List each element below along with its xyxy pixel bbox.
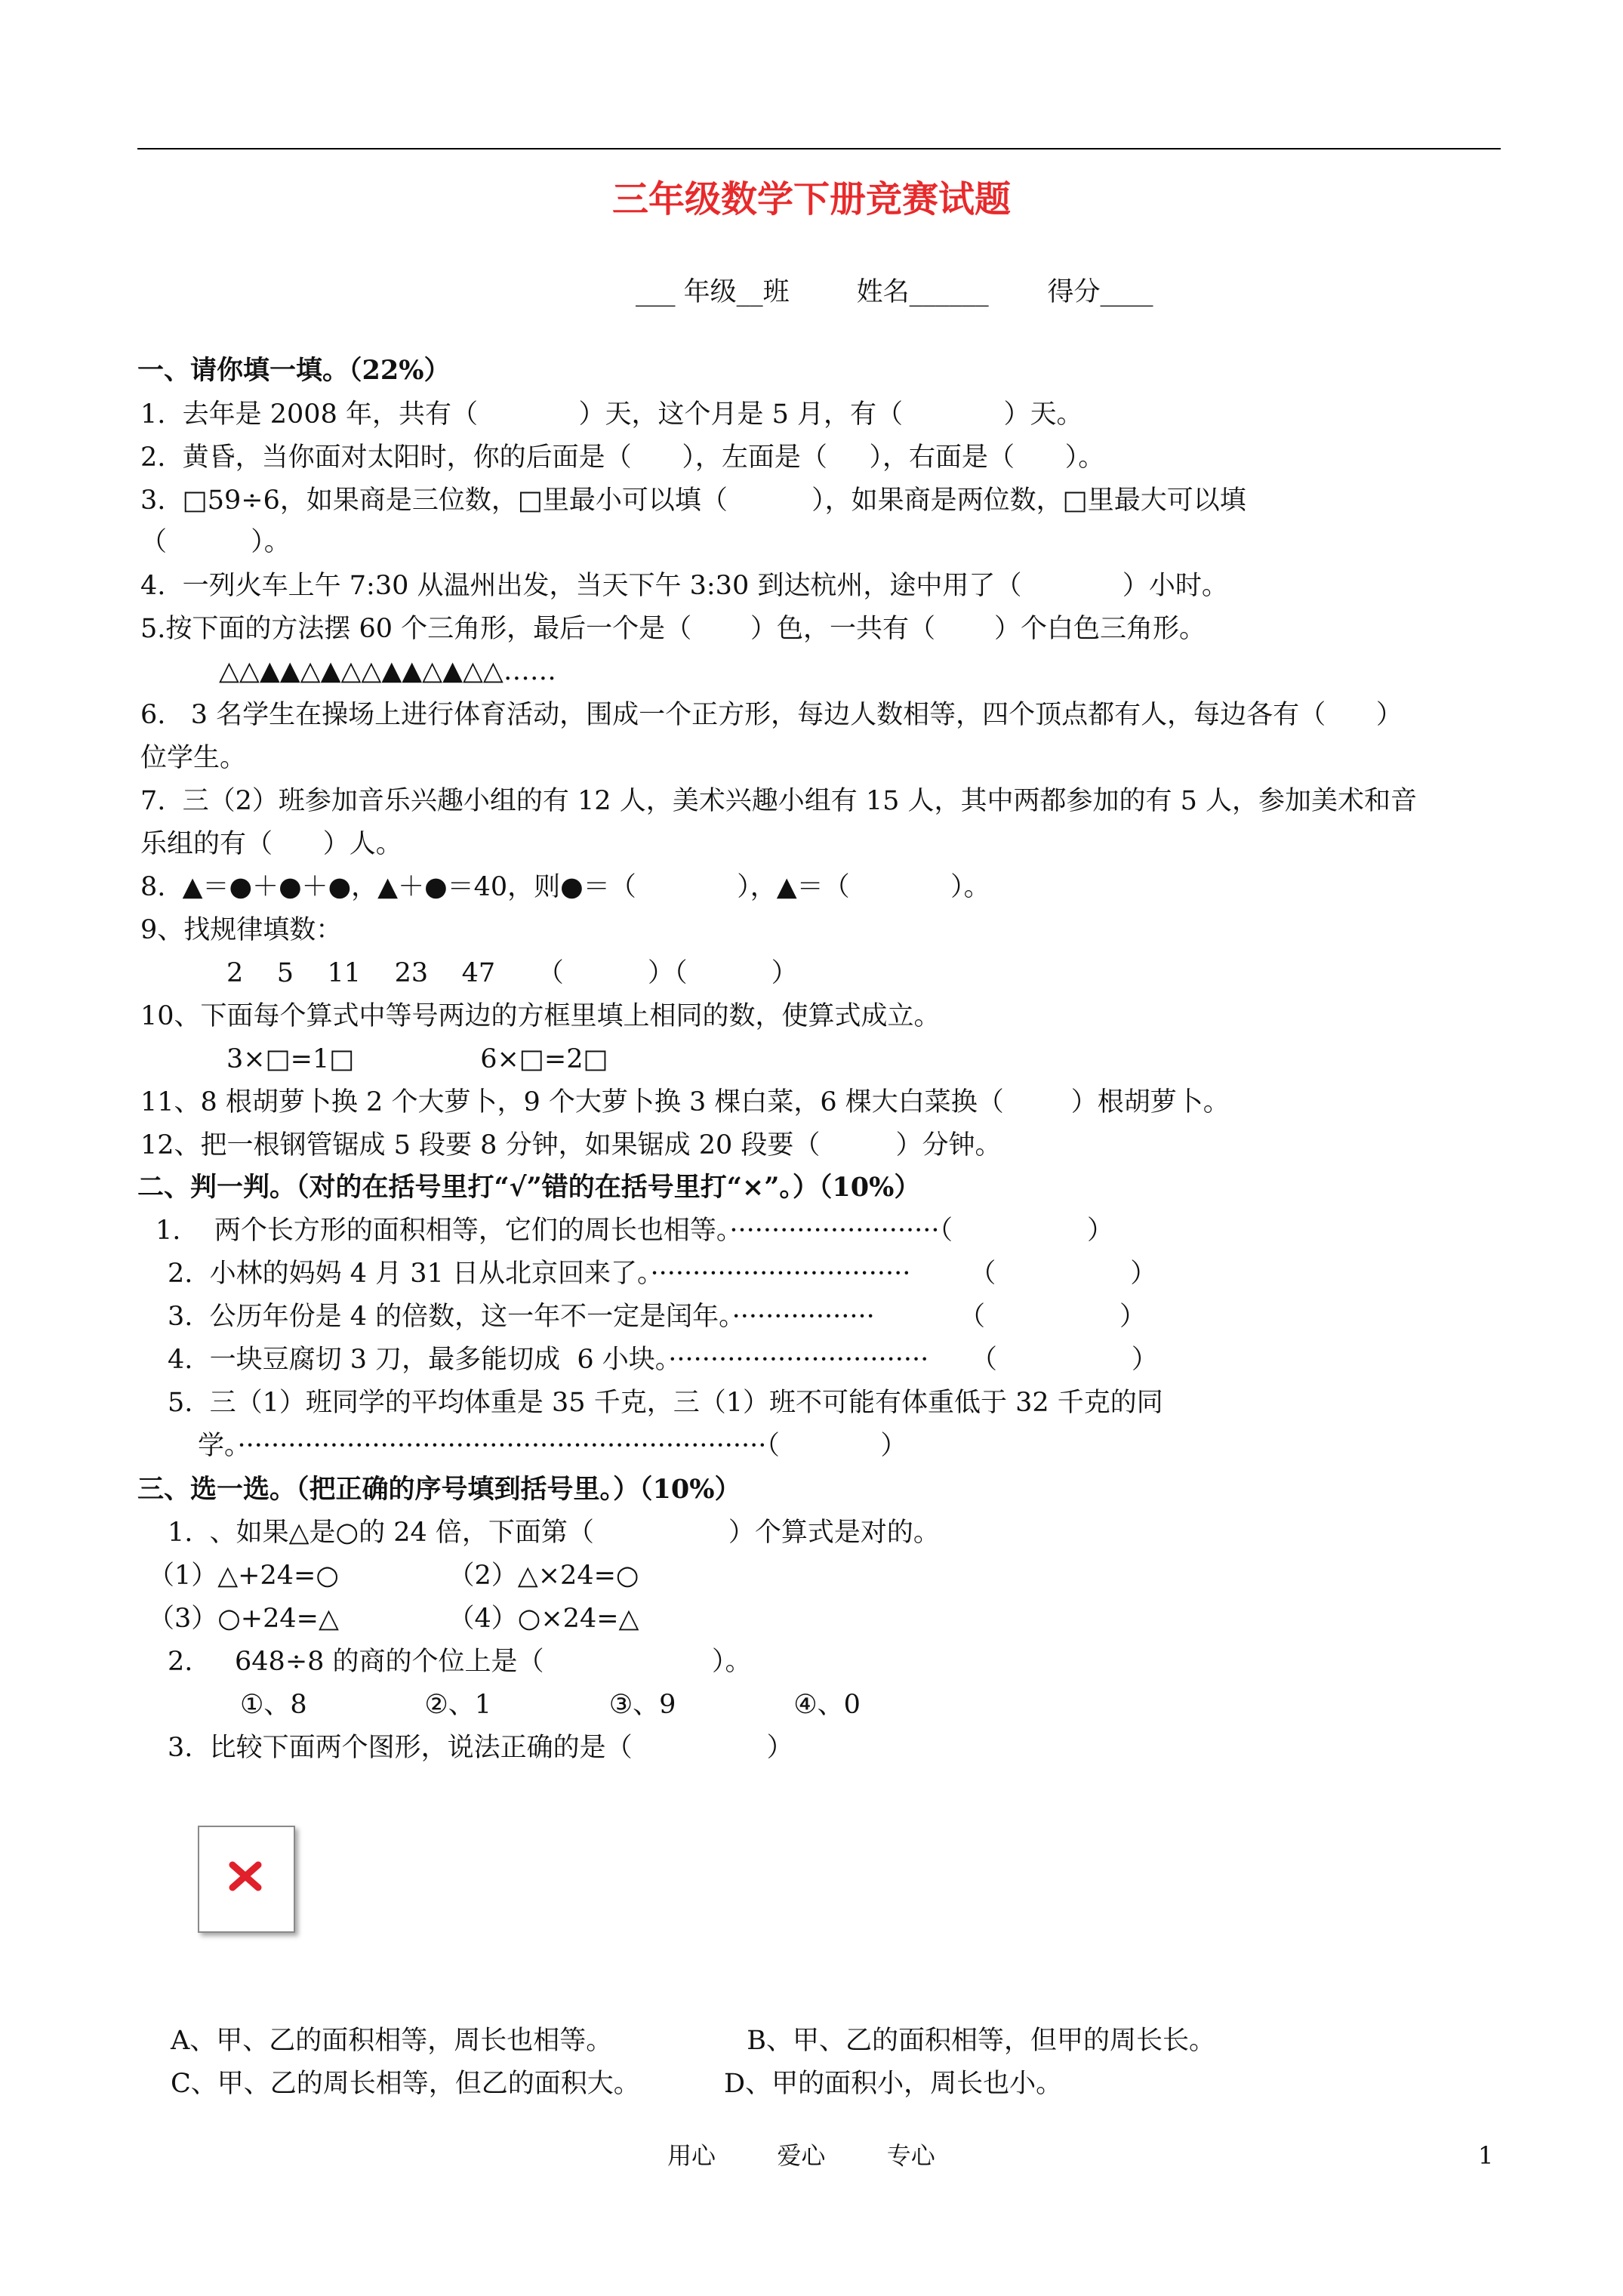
number-sequence: 2 5 11 23 47 （ ）（ ） [226, 958, 798, 988]
question-line: 1. 去年是 2008 年，共有（ ）天，这个月是 5 月，有（ ）天。 [140, 399, 1083, 430]
page-number: 1 [1478, 2141, 1494, 2170]
question-line: 9、找规律填数： [140, 915, 343, 945]
answer-option-line: C、甲、乙的周长相等，但乙的面积大。 D、甲的面积小，周长也小。 [171, 2069, 1063, 2099]
student-info-line: ___ 年级__班 姓名______ 得分____ [636, 277, 1153, 307]
choice-question-line: 2. 648÷8 的商的个位上是（ ）。 [168, 1647, 752, 1677]
question-line: 6. 3 名学生在操场上进行体育活动，围成一个正方形，每边人数相等，四个顶点都有人，每边各有（ ） [140, 700, 1403, 730]
question-line: 5.按下面的方法摆 60 个三角形，最后一个是（ ）色，一共有（ ）个白色三角形。 [140, 614, 1206, 644]
section-3-heading: 三、选一选。（把正确的序号填到括号里。）（10%） [137, 1474, 741, 1505]
judgement-line: 5. 三（1）班同学的平均体重是 35 千克，三（1）班不可能有体重低于 32 千克的同 [168, 1388, 1163, 1418]
judgement-line: 2. 小林的妈妈 4 月 31 日从北京回来了。······························· （ ） [168, 1259, 1157, 1289]
question-line: 7. 三（2）班参加音乐兴趣小组的有 12 人，美术兴趣小组有 15 人，其中两都参加的有 5 人，参加美术和音 [140, 786, 1418, 816]
section-1-heading: 一、请你填一填。（22%） [137, 355, 451, 386]
judgement-line: 1. 两个长方形的面积相等，它们的周长也相等。·························（ ） [156, 1216, 1114, 1246]
judgement-line: 3. 公历年份是 4 的倍数，这一年不一定是闰年。················· （ ） [168, 1302, 1147, 1332]
question-line: 2. 黄昏，当你面对太阳时，你的后面是（ ），左面是（ ），右面是（ ）。 [140, 442, 1105, 473]
question-line: 10、下面每个算式中等号两边的方框里填上相同的数，使算式成立。 [140, 1001, 941, 1031]
triangle-pattern: △△▲▲△▲△△▲▲△▲△△…… [219, 656, 556, 686]
question-line: 4. 一列火车上午 7:30 从温州出发，当天下午 3:30 到达杭州，途中用了（ ）小时。 [140, 571, 1228, 601]
judgement-line: 4. 一块豆腐切 3 刀，最多能切成 6 小块。······························· （ ） [168, 1345, 1158, 1375]
answer-option-line: A、甲、乙的面积相等，周长也相等。 B、甲、乙的面积相等，但甲的周长长。 [171, 2026, 1216, 2056]
question-line: 12、把一根钢管锯成 5 段要 8 分钟，如果锯成 20 段要（ ）分钟。 [140, 1130, 1002, 1160]
broken-image-placeholder [198, 1826, 295, 1933]
question-line: 8. ▲＝●＋●＋●，▲＋●＝40，则●＝（ ），▲＝（ ）。 [140, 872, 990, 902]
choice-options-line: ①、8 ②、1 ③、9 ④、0 [240, 1690, 861, 1720]
choice-question-line: 1. 、如果△是○的 24 倍，下面第（ ）个算式是对的。 [168, 1518, 940, 1548]
choice-question-line: 3. 比较下面两个图形，说法正确的是（ ） [168, 1733, 793, 1763]
judgement-line: 学。·······························································（ ） [198, 1431, 907, 1461]
equation-line: 3×□=1□ 6×□=2□ [226, 1044, 608, 1074]
footer-motto: 用心 爱心 专心 [667, 2141, 935, 2170]
choice-formula-line: （1）△+24=○ （2）△×24=○ [148, 1561, 639, 1591]
question-line: 11、8 根胡萝卜换 2 个大萝卜，9 个大萝卜换 3 棵白菜，6 棵大白菜换（ ）根胡萝卜。 [140, 1087, 1230, 1117]
question-line: 3. □59÷6，如果商是三位数，□里最小可以填（ ），如果商是两位数，□里最大可以填 [140, 485, 1246, 516]
broken-image-icon [228, 1859, 263, 1894]
choice-formula-line: （3）○+24=△ （4）○×24=△ [148, 1604, 639, 1634]
header-rule [137, 148, 1501, 149]
question-line: 乐组的有（ ）人。 [140, 829, 402, 859]
question-line: （ ）。 [140, 527, 291, 557]
question-line: 位学生。 [140, 743, 247, 773]
page-title: 三年级数学下册竞赛试题 [611, 178, 1011, 220]
section-2-heading: 二、判一判。（对的在括号里打“√”错的在括号里打“×”。）（10%） [137, 1172, 921, 1203]
